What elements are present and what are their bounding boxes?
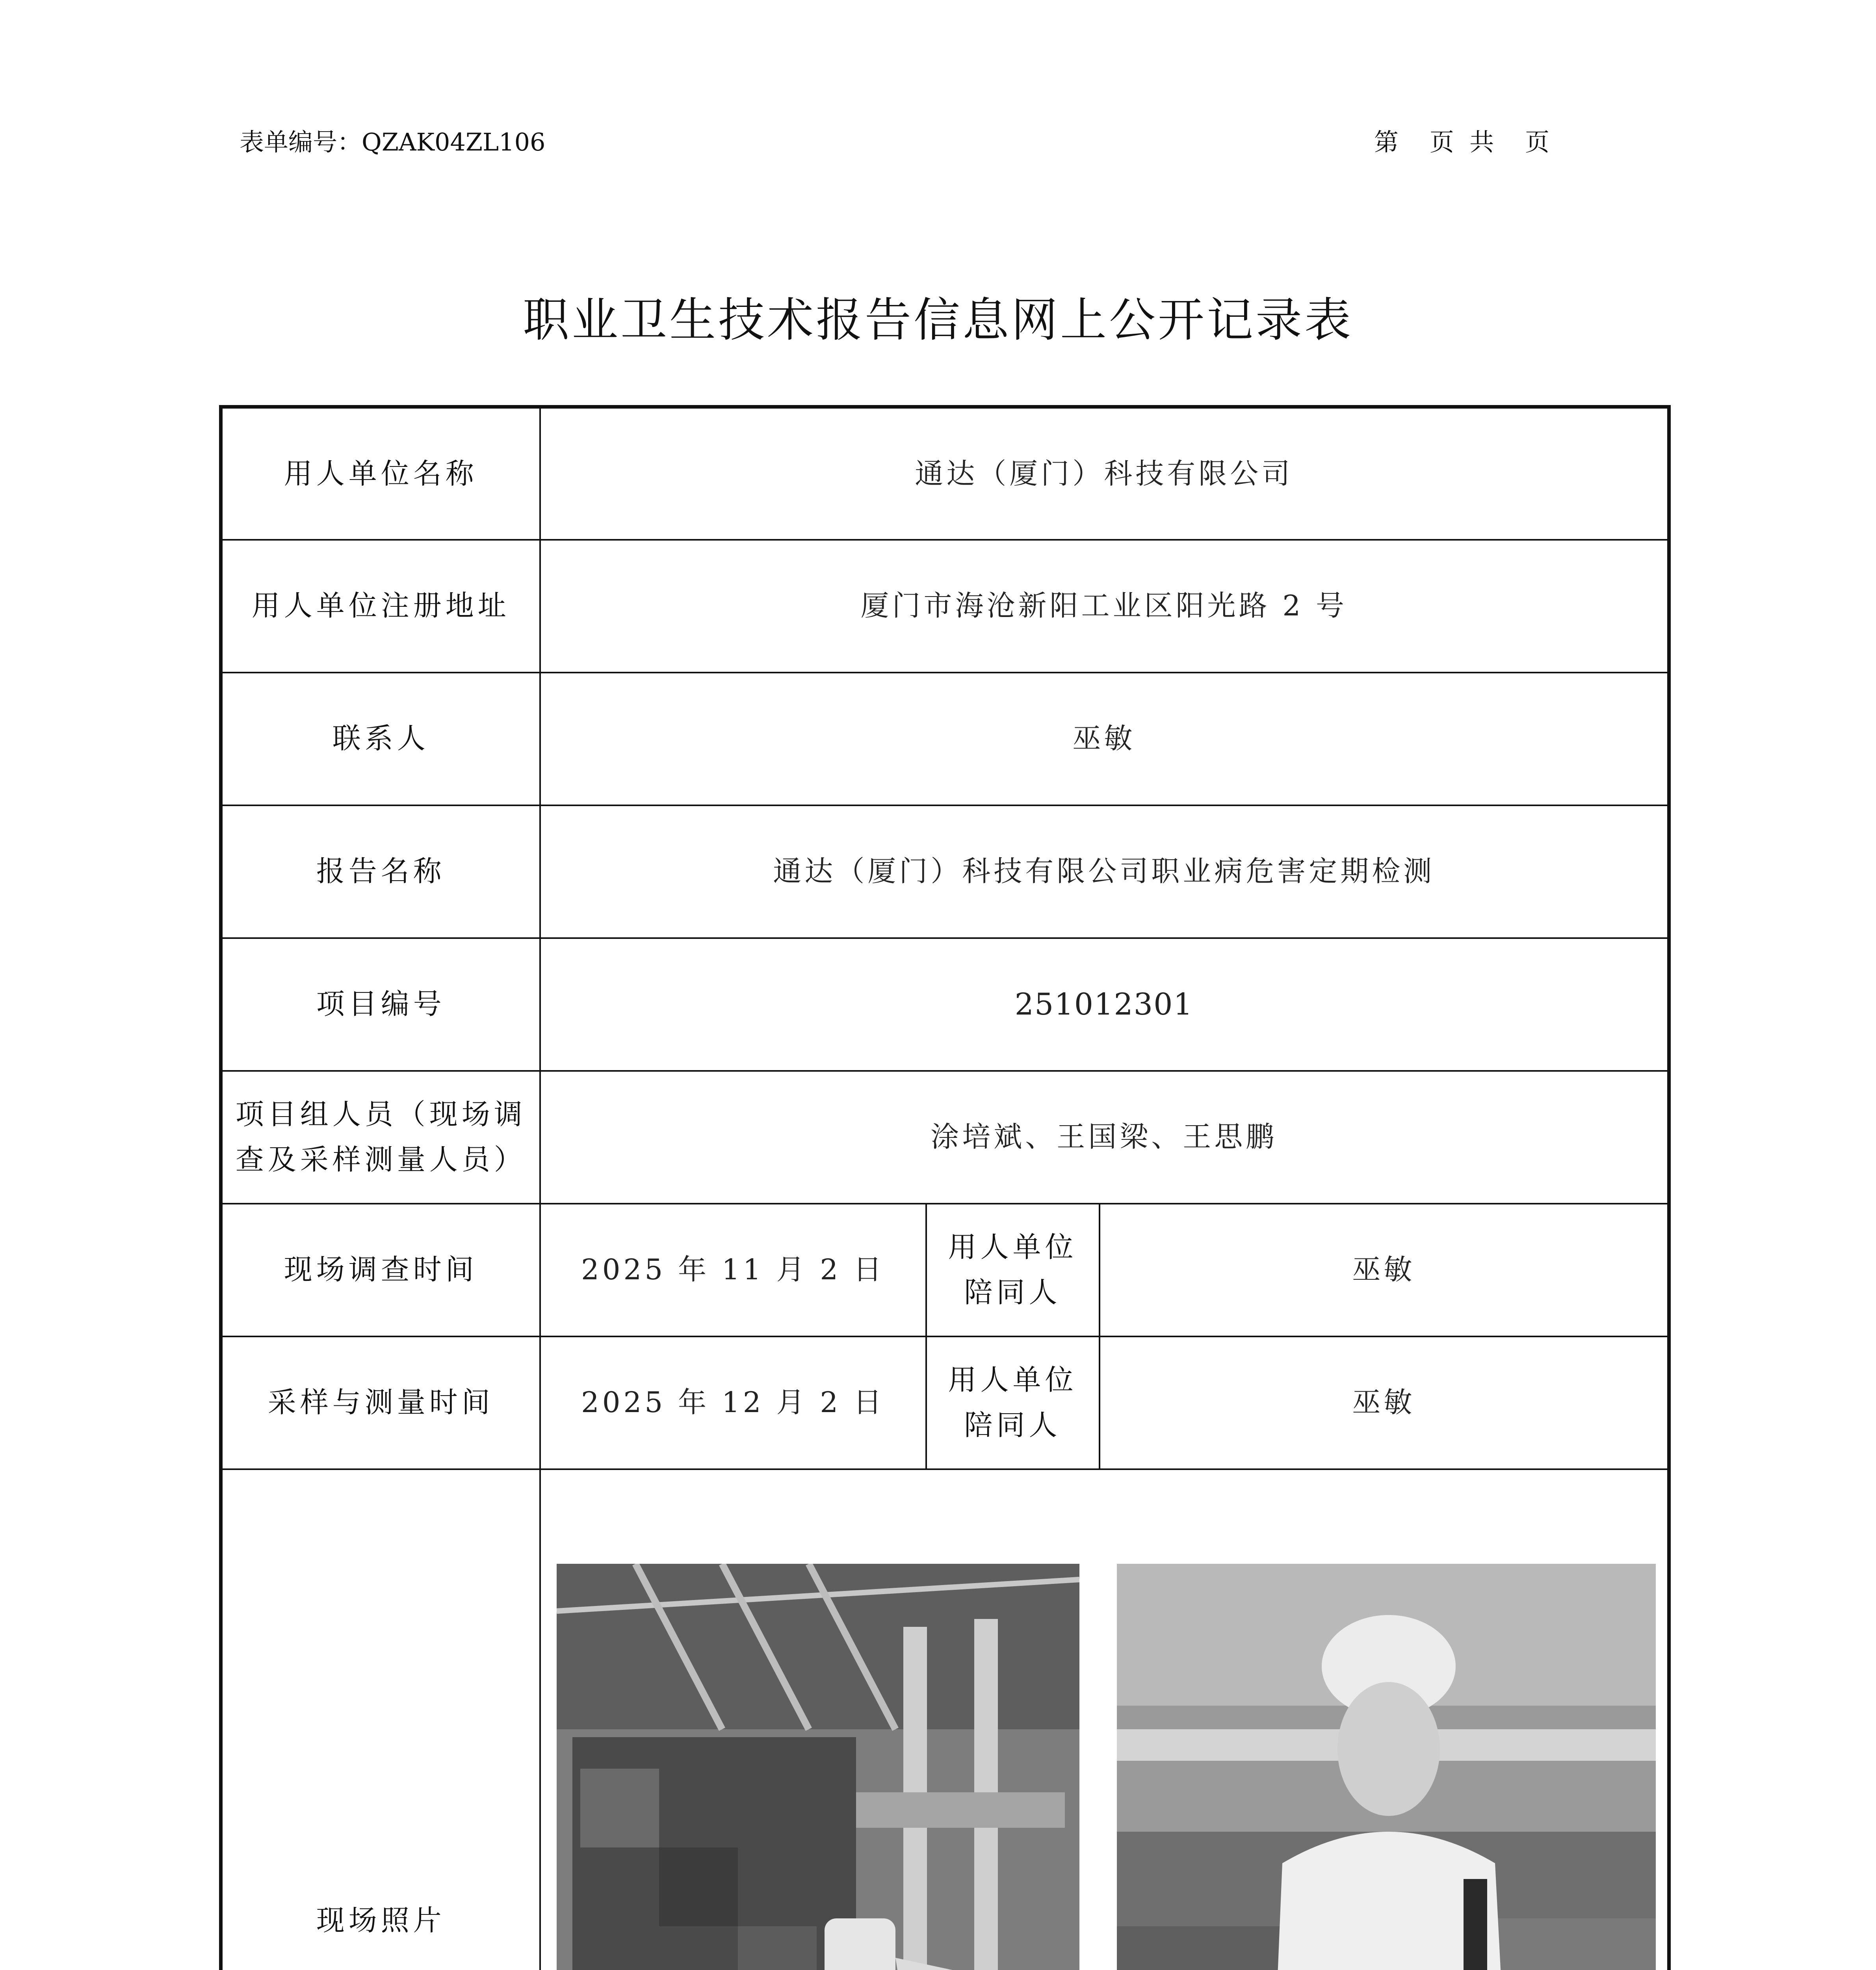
project-team-label-line2: 查及采样测量人员） — [235, 1143, 526, 1176]
row-report-name — [221, 805, 1669, 938]
sampling-companion-label — [926, 1336, 1100, 1469]
row-project-number — [221, 938, 1669, 1071]
report-name-label: 报告名称 — [221, 805, 540, 938]
sampling-companion-value: 巫敏 — [1100, 1336, 1669, 1469]
contact-label: 联系人 — [221, 673, 540, 805]
company-name-label: 用人单位名称 — [221, 407, 540, 540]
contact-value: 巫敏 — [540, 673, 1669, 805]
project-team-label-line1: 项目组人员（现场调 — [235, 1097, 526, 1131]
form-number: 表单编号：QZAK04ZL106 — [240, 128, 546, 156]
row-survey-time — [221, 1204, 1669, 1336]
sampling-companion-label-line1: 用人单位 — [948, 1363, 1077, 1396]
row-company-name — [221, 407, 1669, 540]
project-number-value: 251012301 — [540, 938, 1669, 1071]
survey-time-label: 现场调查时间 — [221, 1204, 540, 1336]
site-photo-equipment-measurement — [557, 1564, 1079, 1970]
document-title: 职业卫生技术报告信息网上公开记录表 — [522, 293, 1353, 347]
page-info: 第 页 共 页 — [1374, 128, 1550, 156]
address-label: 用人单位注册地址 — [221, 540, 540, 673]
row-sampling-time — [221, 1336, 1669, 1469]
row-address — [221, 540, 1669, 673]
site-photos-cell — [540, 1469, 1669, 1970]
sampling-time-label: 采样与测量时间 — [221, 1336, 540, 1469]
survey-companion-label-line2: 陪同人 — [964, 1276, 1061, 1309]
project-team-value: 涂培斌、王国梁、王思鹏 — [540, 1071, 1669, 1204]
company-name-value: 通达（厦门）科技有限公司 — [540, 407, 1669, 540]
project-team-label — [221, 1071, 540, 1204]
row-site-photos — [221, 1469, 1669, 1970]
site-photo-worker-graphic — [1117, 1564, 1656, 1970]
sampling-date-value: 2025 年 12 月 2 日 — [540, 1336, 926, 1469]
survey-companion-label — [926, 1204, 1100, 1336]
report-name-value: 通达（厦门）科技有限公司职业病危害定期检测 — [540, 805, 1669, 938]
row-project-team — [221, 1071, 1669, 1204]
survey-companion-label-line1: 用人单位 — [948, 1230, 1077, 1264]
site-photos-label: 现场照片 — [221, 1469, 540, 1970]
survey-companion-value: 巫敏 — [1100, 1204, 1669, 1336]
record-table — [219, 405, 1671, 1970]
address-value: 厦门市海沧新阳工业区阳光路 2 号 — [540, 540, 1669, 673]
survey-date-value: 2025 年 11 月 2 日 — [540, 1204, 926, 1336]
project-number-label: 项目编号 — [221, 938, 540, 1071]
site-photo-equipment-graphic — [557, 1564, 1079, 1970]
sampling-companion-label-line2: 陪同人 — [964, 1409, 1061, 1442]
site-photo-worker-with-sampler — [1117, 1564, 1656, 1970]
row-contact — [221, 673, 1669, 805]
